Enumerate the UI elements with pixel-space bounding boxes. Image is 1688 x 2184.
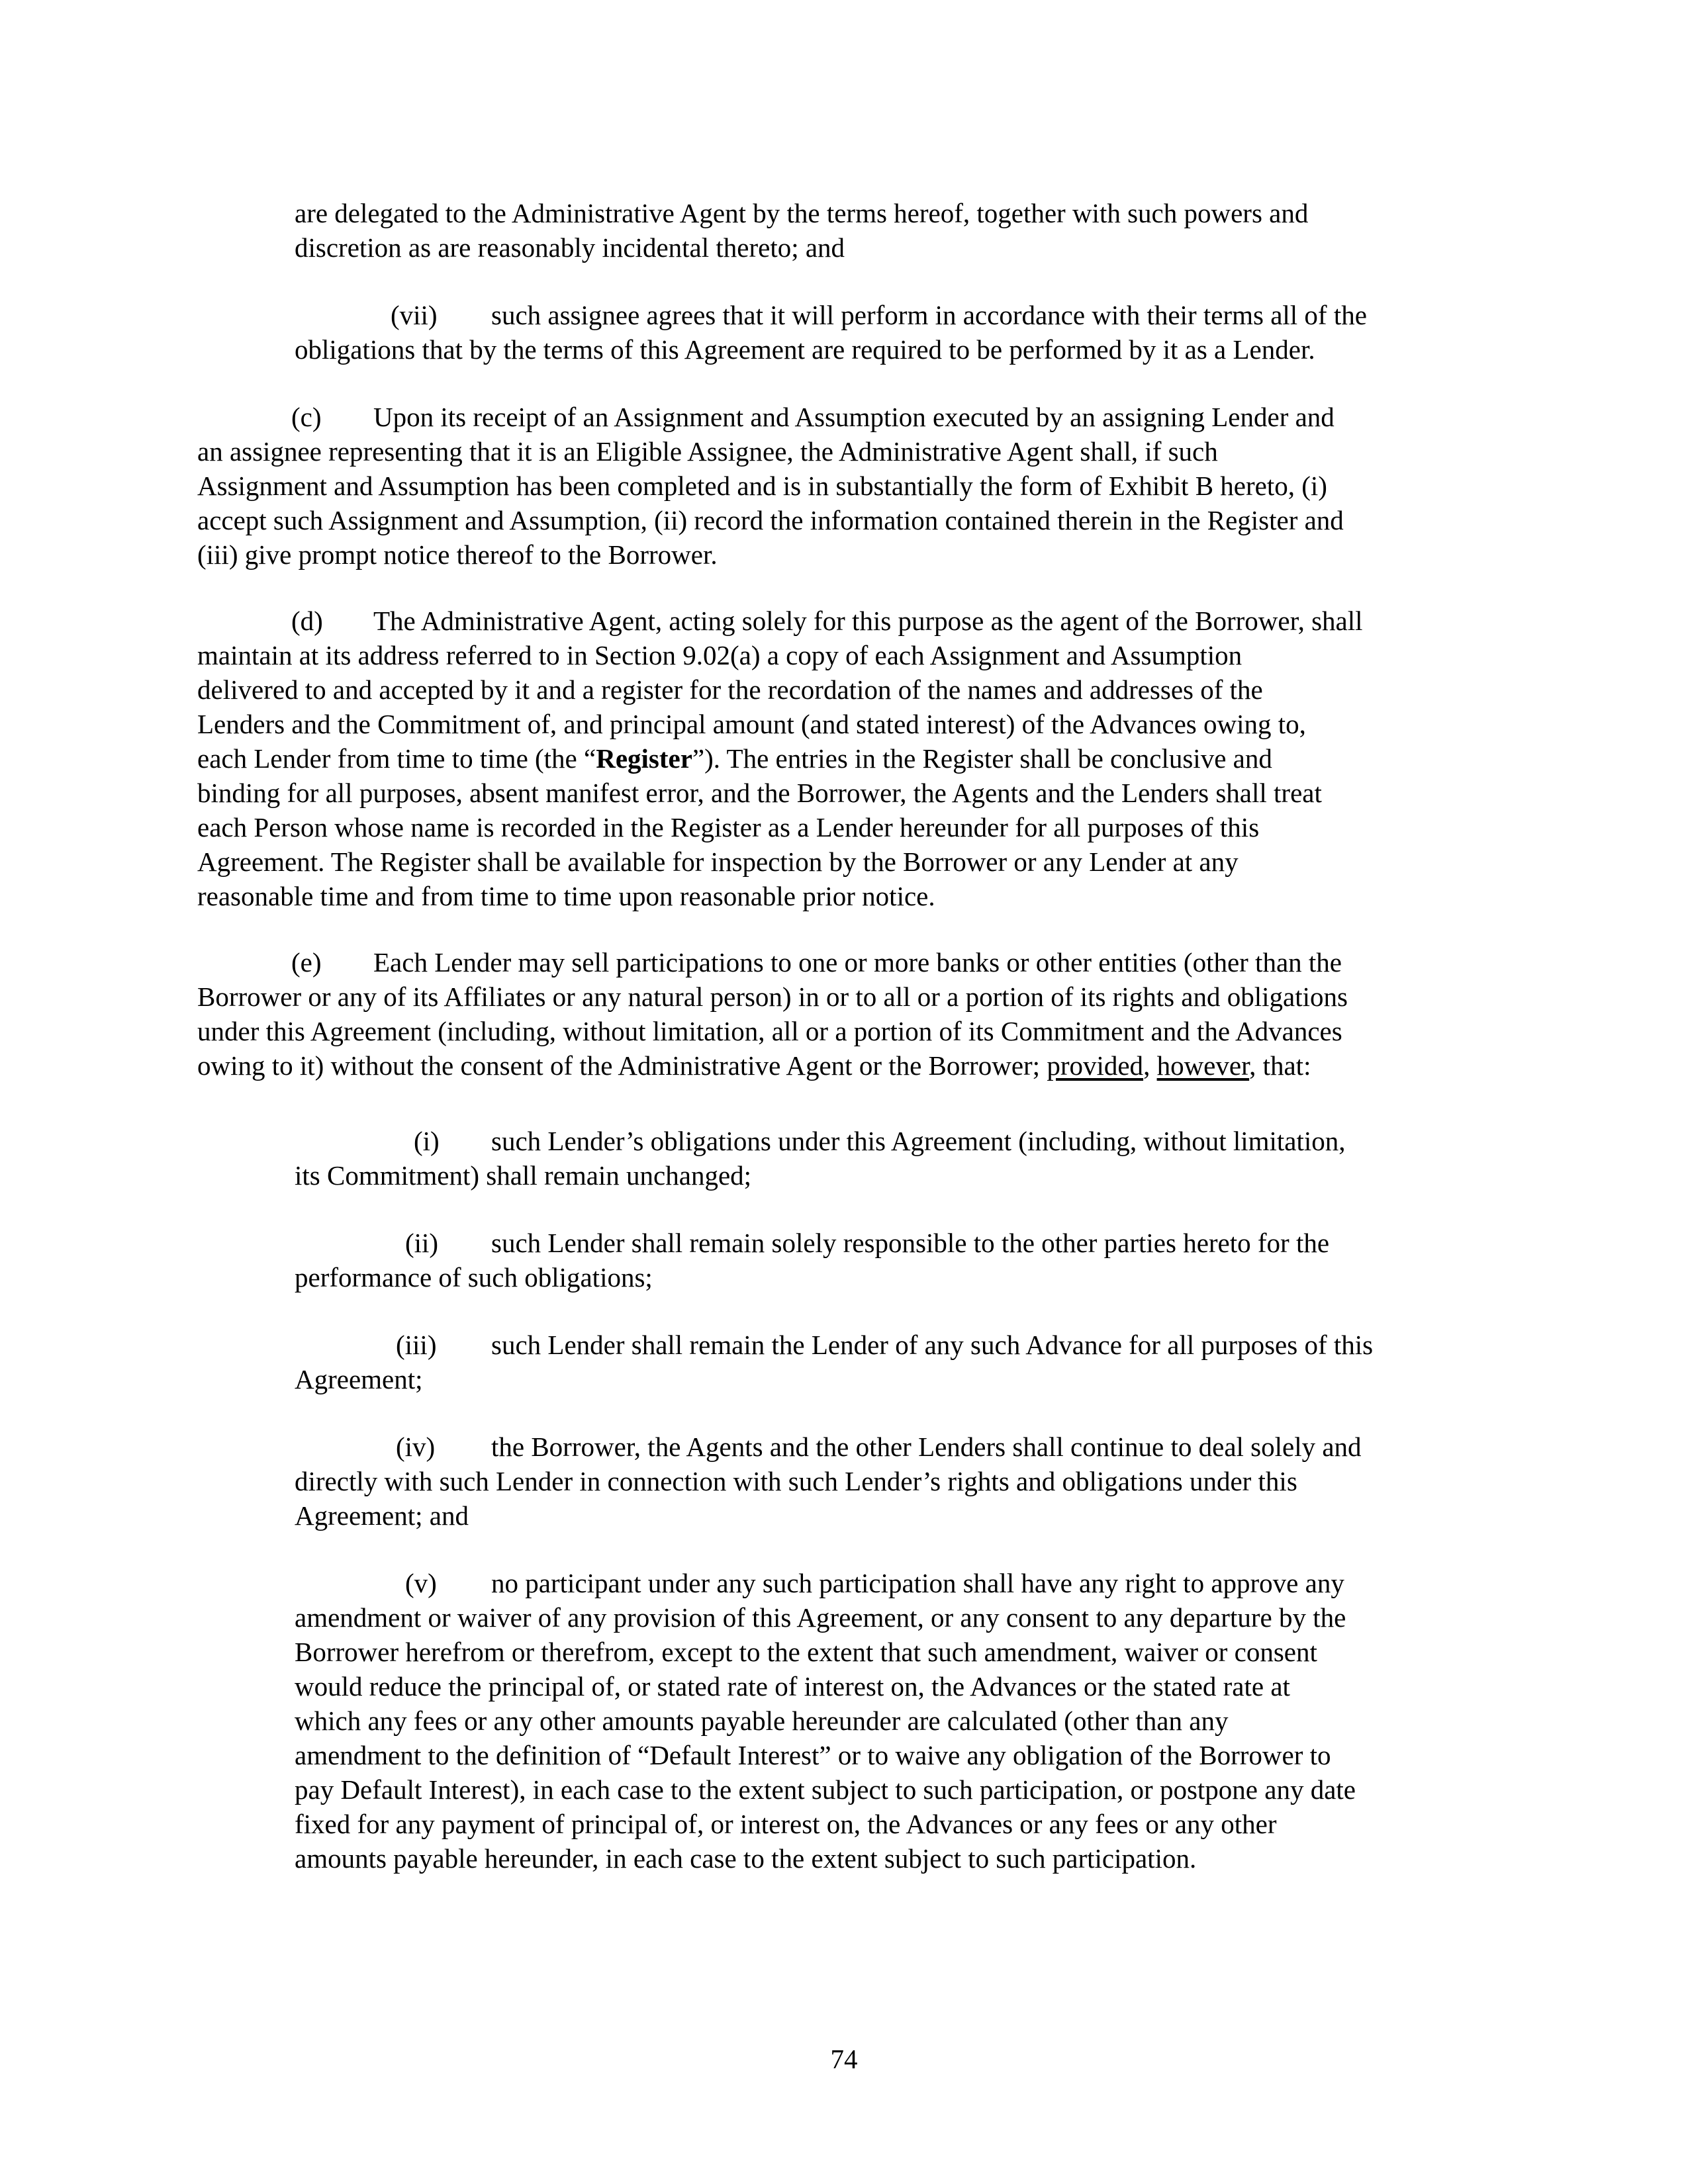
clause-ii xyxy=(0,1226,1329,1295)
continuation-paragraph xyxy=(295,196,1308,265)
paragraph-label: (e) xyxy=(291,947,322,978)
text-line: an assignee representing that it is an Eligible Assignee, the Administrative Agent shall, if such xyxy=(197,436,1218,467)
paragraph-c xyxy=(0,400,1344,572)
text-line: fixed for any payment of principal of, or interest on, the Advances or any fees or any other xyxy=(295,1809,1277,1839)
clause-iii xyxy=(0,1328,1373,1396)
text-line: amendment or waiver of any provision of this Agreement, or any consent to any departure by the xyxy=(295,1602,1346,1633)
text-line: Each Lender may sell participations to one or more banks or other entities (other than the xyxy=(373,947,1342,978)
text-line: which any fees or any other amounts payable hereunder are calculated (other than any xyxy=(295,1706,1229,1736)
text-line: under this Agreement (including, without limitation, all or a portion of its Commitment and the Advances xyxy=(197,1016,1342,1046)
text-line: such assignee agrees that it will perform in accordance with their terms all of the xyxy=(491,300,1367,330)
text-line: amendment to the definition of “Default Interest” or to waive any obligation of the Borrower to xyxy=(295,1740,1331,1770)
clause-label: (i) xyxy=(414,1126,440,1156)
clause-label: (iii) xyxy=(396,1330,437,1360)
text-line: such Lender shall remain solely responsible to the other parties hereto for the xyxy=(491,1228,1330,1258)
clause-v xyxy=(0,1566,1356,1876)
text-line: delivered to and accepted by it and a register for the recordation of the names and addresses of the xyxy=(197,674,1263,705)
text-line: Lenders and the Commitment of, and principal amount (and stated interest) of the Advances owing to, xyxy=(197,709,1306,739)
text-line: Assignment and Assumption has been completed and is in substantially the form of Exhibit B hereto, (i) xyxy=(197,471,1327,501)
text-line: owing to it) without the consent of the Administrative Agent or the Borrower; provided, however, that: xyxy=(197,1050,1311,1081)
text-line: accept such Assignment and Assumption, (ii) record the information contained therein in the Register and xyxy=(197,505,1344,535)
text-line: such Lender’s obligations under this Agreement (including, without limitation, xyxy=(491,1126,1346,1156)
paragraph-e xyxy=(0,945,1348,1083)
text-line: Upon its receipt of an Assignment and Assumption executed by an assigning Lender and xyxy=(373,402,1335,432)
underlined-term: however xyxy=(1156,1050,1250,1081)
text-line: The Administrative Agent, acting solely for this purpose as the agent of the Borrower, shall xyxy=(373,606,1363,636)
text-line: Agreement. The Register shall be available for inspection by the Borrower or any Lender at any xyxy=(197,846,1239,877)
text-line: Borrower or any of its Affiliates or any natural person) in or to all or a portion of its rights and obligations xyxy=(197,981,1348,1012)
paragraph-label: (c) xyxy=(291,402,322,432)
text-line: each Lender from time to time (the “Register”). The entries in the Register shall be conclusive and xyxy=(197,743,1272,774)
text-line: pay Default Interest), in each case to the extent subject to such participation, or postpone any date xyxy=(295,1774,1356,1805)
text-line: obligations that by the terms of this Agreement are required to be performed by it as a Lender. xyxy=(295,334,1315,365)
text-line: amounts payable hereunder, in each case to the extent subject to such participation. xyxy=(295,1843,1197,1874)
clause-i xyxy=(0,1124,1346,1193)
clause-label: (iv) xyxy=(396,1432,436,1462)
clause-label: (v) xyxy=(405,1568,437,1598)
clause-label: (ii) xyxy=(405,1228,439,1258)
text-line: each Person whose name is recorded in the Register as a Lender hereunder for all purposes of this xyxy=(197,812,1260,842)
text-line: such Lender shall remain the Lender of any such Advance for all purposes of this xyxy=(491,1330,1374,1360)
text-line: are delegated to the Administrative Agent by the terms hereof, together with such powers and xyxy=(295,198,1309,228)
paragraph-d xyxy=(0,604,1363,913)
clause-label: (vii) xyxy=(391,300,438,330)
text-line: its Commitment) shall remain unchanged; xyxy=(295,1160,752,1191)
page-number: 74 xyxy=(830,2044,858,2074)
text-line: no participant under any such participation shall have any right to approve any xyxy=(491,1568,1344,1598)
text-line: directly with such Lender in connection with such Lender’s rights and obligations under this xyxy=(295,1466,1297,1496)
clause-vii xyxy=(0,298,1367,367)
text-line: (iii) give prompt notice thereof to the Borrower. xyxy=(197,539,718,570)
paragraph-label: (d) xyxy=(291,606,323,636)
text-line: performance of such obligations; xyxy=(295,1262,653,1293)
text-line: would reduce the principal of, or stated rate of interest on, the Advances or the stated rate at xyxy=(295,1671,1290,1702)
text-line: discretion as are reasonably incidental thereto; and xyxy=(295,232,845,263)
text-line: Borrower herefrom or therefrom, except to the extent that such amendment, waiver or consent xyxy=(295,1637,1317,1667)
clause-iv xyxy=(0,1430,1362,1533)
text-line: reasonable time and from time to time upon reasonable prior notice. xyxy=(197,881,935,911)
text-line: the Borrower, the Agents and the other Lenders shall continue to deal solely and xyxy=(491,1432,1362,1462)
text-line: Agreement; xyxy=(295,1364,423,1394)
underlined-term: provided xyxy=(1047,1050,1144,1081)
text-line: maintain at its address referred to in Section 9.02(a) a copy of each Assignment and Assumption xyxy=(197,640,1243,670)
text-line: Agreement; and xyxy=(295,1500,469,1531)
text-line: binding for all purposes, absent manifest error, and the Borrower, the Agents and the Lenders shall treat xyxy=(197,778,1322,808)
defined-term: Register xyxy=(596,743,692,774)
